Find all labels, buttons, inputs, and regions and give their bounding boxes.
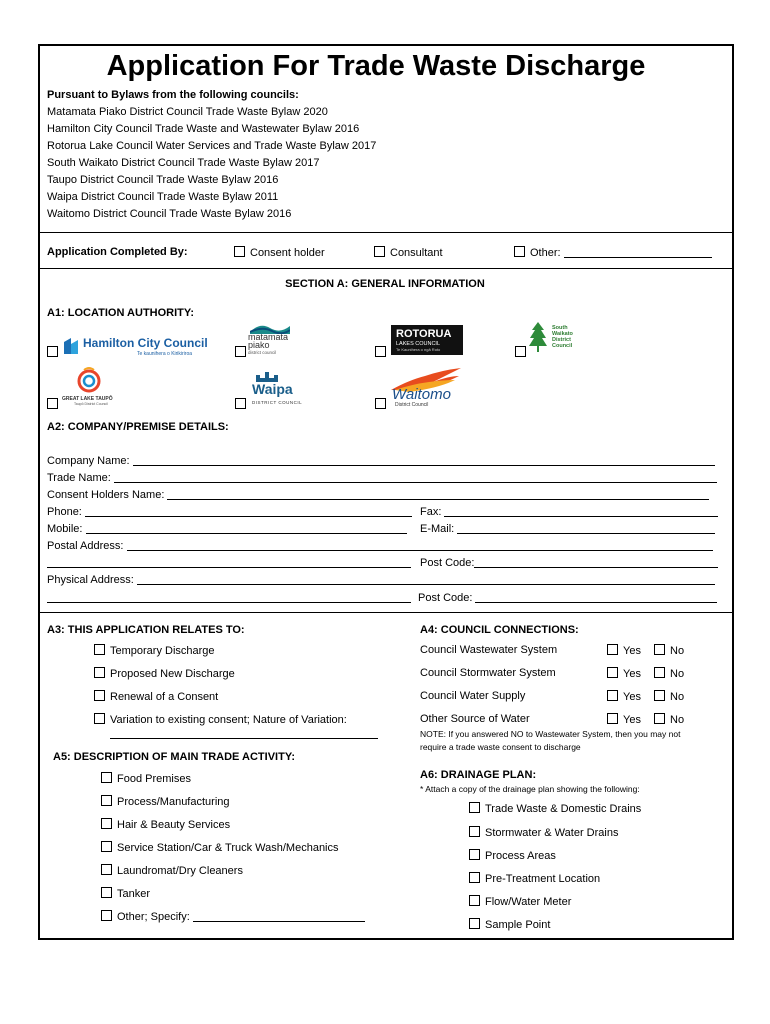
checkbox[interactable] — [234, 246, 245, 257]
hamilton-emblem-icon — [62, 336, 80, 356]
checkbox[interactable] — [607, 690, 618, 701]
email-field: E-Mail: — [420, 523, 715, 535]
a4-row-label: Council Water Supply — [420, 690, 526, 702]
waipa-name: Waipa — [252, 381, 293, 397]
phone-field: Phone: — [47, 506, 412, 518]
checkbox[interactable] — [654, 667, 665, 678]
a6-subtitle: * Attach a copy of the drainage plan showing the following: — [420, 784, 640, 794]
postal-address-input[interactable] — [127, 540, 713, 551]
section-a-heading: SECTION A: GENERAL INFORMATION — [285, 278, 485, 290]
south-waikato-checkbox[interactable] — [515, 346, 526, 357]
checkbox[interactable] — [469, 826, 480, 837]
a4-note: NOTE: If you answered NO to Wastewater System, then you may not — [420, 729, 681, 739]
company-name-field: Company Name: — [47, 455, 715, 467]
a4-row-label: Council Stormwater System — [420, 667, 556, 679]
a4-heading: A4: COUNCIL CONNECTIONS: — [420, 624, 579, 636]
checkbox[interactable] — [94, 667, 105, 678]
yes-option[interactable]: Yes — [607, 713, 641, 726]
physical-address-input-2[interactable] — [47, 592, 411, 603]
taupo-logo — [62, 366, 118, 408]
checkbox[interactable] — [654, 713, 665, 724]
checkbox[interactable] — [469, 895, 480, 906]
a5-option[interactable]: Food Premises — [101, 772, 191, 785]
divider — [38, 612, 734, 613]
no-option[interactable]: No — [654, 690, 684, 703]
bylaw-item: Waipa District Council Trade Waste Bylaw 2011 — [47, 191, 279, 203]
tree-icon — [528, 320, 548, 354]
a3-heading: A3: THIS APPLICATION RELATES TO: — [47, 624, 245, 636]
rotorua-maori: Te Kaunihera o ngā Roto — [396, 347, 441, 352]
a3-option[interactable]: Variation to existing consent; Nature of Variation: — [94, 713, 347, 726]
divider — [38, 232, 734, 233]
waipa-checkbox[interactable] — [235, 398, 246, 409]
bylaw-item: Waitomo District Council Trade Waste Bylaw 2016 — [47, 208, 292, 220]
taupo-name: GREAT LAKE TAUPŌ — [62, 396, 113, 402]
checkbox[interactable] — [101, 910, 112, 921]
physical-address-field: Physical Address: — [47, 574, 715, 586]
mobile-field: Mobile: — [47, 523, 407, 535]
company-name-input[interactable] — [133, 455, 715, 466]
hamilton-subtitle: Te kaunihera o Kirikiriroa — [137, 351, 193, 357]
yes-option[interactable]: Yes — [607, 690, 641, 703]
variation-input-line[interactable] — [110, 728, 378, 740]
consent-holder-input[interactable] — [167, 489, 709, 500]
checkbox[interactable] — [469, 802, 480, 813]
south-waikato-logo — [528, 320, 588, 358]
checkbox[interactable] — [607, 667, 618, 678]
matamata-subtitle: district council — [248, 350, 277, 355]
postal-postcode-field: Post Code: — [420, 557, 718, 569]
a4-note: require a trade waste consent to discharge — [420, 742, 581, 752]
email-input[interactable] — [457, 523, 715, 534]
phone-input[interactable] — [85, 506, 412, 517]
other-specify-input[interactable] — [193, 911, 365, 922]
a6-option[interactable]: Flow/Water Meter — [469, 895, 571, 908]
checkbox[interactable] — [469, 849, 480, 860]
checkbox[interactable] — [469, 872, 480, 883]
a2-heading: A2: COMPANY/PREMISE DETAILS: — [47, 421, 229, 433]
yes-option[interactable]: Yes — [607, 667, 641, 680]
a5-heading: A5: DESCRIPTION OF MAIN TRADE ACTIVITY: — [53, 751, 295, 763]
taupo-subtitle: Taupō District Council — [74, 402, 108, 406]
consultant-option[interactable]: Consultant — [374, 246, 443, 259]
fax-input[interactable] — [444, 506, 718, 517]
bylaw-item: Hamilton City Council Trade Waste and Wastewater Bylaw 2016 — [47, 123, 360, 135]
pursuant-heading: Pursuant to Bylaws from the following councils: — [47, 89, 299, 101]
postal-postcode-input[interactable] — [474, 557, 718, 568]
no-option[interactable]: No — [654, 644, 684, 657]
a4-row-label: Other Source of Water — [420, 713, 530, 725]
fax-field: Fax: — [420, 506, 718, 518]
waitomo-logo — [389, 366, 465, 410]
bylaw-item: Taupo District Council Trade Waste Bylaw 2016 — [47, 174, 279, 186]
yes-option[interactable]: Yes — [607, 644, 641, 657]
physical-postcode-input[interactable] — [475, 592, 717, 603]
no-option[interactable]: No — [654, 713, 684, 726]
a6-option[interactable]: Trade Waste & Domestic Drains — [469, 802, 641, 815]
a5-option[interactable]: Other; Specify: — [101, 910, 365, 923]
rotorua-subtitle: LAKES COUNCIL — [396, 341, 441, 347]
a5-option[interactable]: Process/Manufacturing — [101, 795, 230, 808]
postal-address-field: Postal Address: — [47, 540, 713, 552]
taupo-emblem-icon — [76, 366, 102, 394]
waitomo-name: Waitomo — [392, 386, 451, 403]
taupo-checkbox[interactable] — [47, 398, 58, 409]
hamilton-logo — [62, 334, 208, 358]
physical-address-input[interactable] — [137, 574, 715, 585]
south-waikato-name: South Waikato District Council — [552, 325, 573, 349]
a6-option[interactable]: Pre-Treatment Location — [469, 872, 600, 885]
checkbox[interactable] — [374, 246, 385, 257]
a4-row-label: Council Wastewater System — [420, 644, 558, 656]
trade-name-field: Trade Name: — [47, 472, 717, 484]
hamilton-checkbox[interactable] — [47, 346, 58, 357]
checkbox[interactable] — [101, 818, 112, 829]
checkbox[interactable] — [101, 864, 112, 875]
a3-option[interactable]: Temporary Discharge — [94, 644, 215, 657]
waitomo-checkbox[interactable] — [375, 398, 386, 409]
mobile-input[interactable] — [86, 523, 407, 534]
other-option[interactable]: Other: — [514, 246, 712, 259]
a6-option[interactable]: Stormwater & Water Drains — [469, 826, 618, 839]
rotorua-checkbox[interactable] — [375, 346, 386, 357]
page-title: Application For Trade Waste Discharge — [106, 50, 646, 82]
checkbox[interactable] — [514, 246, 525, 257]
checkbox[interactable] — [101, 887, 112, 898]
bylaw-item: Matamata Piako District Council Trade Waste Bylaw 2020 — [47, 106, 328, 118]
checkbox[interactable] — [654, 690, 665, 701]
checkbox[interactable] — [94, 690, 105, 701]
a1-heading: A1: LOCATION AUTHORITY: — [47, 307, 195, 319]
completed-by-label: Application Completed By: — [47, 246, 188, 258]
physical-postcode-field: Post Code: — [418, 592, 717, 604]
checkbox[interactable] — [101, 841, 112, 852]
other-input-line[interactable] — [564, 247, 712, 258]
a5-option[interactable]: Hair & Beauty Services — [101, 818, 230, 831]
consent-holder-field: Consent Holders Name: — [47, 489, 709, 501]
checkbox[interactable] — [94, 644, 105, 655]
a6-option[interactable]: Process Areas — [469, 849, 556, 862]
consent-holder-option[interactable]: Consent holder — [234, 246, 325, 259]
trade-name-input[interactable] — [114, 472, 717, 483]
a5-option[interactable]: Service Station/Car & Truck Wash/Mechanics — [101, 841, 339, 854]
matamata-checkbox[interactable] — [235, 346, 246, 357]
matamata-name: matamata piako — [248, 332, 289, 350]
checkbox[interactable] — [469, 918, 480, 929]
a3-option[interactable]: Renewal of a Consent — [94, 690, 218, 703]
checkbox[interactable] — [654, 644, 665, 655]
checkbox[interactable] — [607, 713, 618, 724]
checkbox[interactable] — [101, 795, 112, 806]
checkbox[interactable] — [607, 644, 618, 655]
waipa-subtitle: DISTRICT COUNCIL — [252, 400, 303, 405]
hamilton-name: Hamilton City Council — [83, 336, 208, 350]
bylaw-item: South Waikato District Council Trade Waste Bylaw 2017 — [47, 157, 320, 169]
bylaw-item: Rotorua Lake Council Water Services and Trade Waste Bylaw 2017 — [47, 140, 377, 152]
a5-option[interactable]: Tanker — [101, 887, 150, 900]
checkbox[interactable] — [101, 772, 112, 783]
a5-option[interactable]: Laundromat/Dry Cleaners — [101, 864, 243, 877]
postal-address-input-2[interactable] — [47, 557, 411, 568]
divider — [38, 268, 734, 269]
postal-address-line2 — [47, 557, 411, 569]
rotorua-name: ROTORUA — [396, 328, 452, 340]
waitomo-subtitle: District Council — [395, 402, 429, 408]
checkbox[interactable] — [94, 713, 105, 724]
no-option[interactable]: No — [654, 667, 684, 680]
rotorua-logo — [391, 325, 463, 355]
a3-option[interactable]: Proposed New Discharge — [94, 667, 235, 680]
waipa-logo — [250, 372, 308, 408]
a6-heading: A6: DRAINAGE PLAN: — [420, 769, 537, 781]
physical-address-line2 — [47, 592, 411, 604]
matamata-logo — [248, 322, 308, 358]
a6-option[interactable]: Sample Point — [469, 918, 550, 931]
